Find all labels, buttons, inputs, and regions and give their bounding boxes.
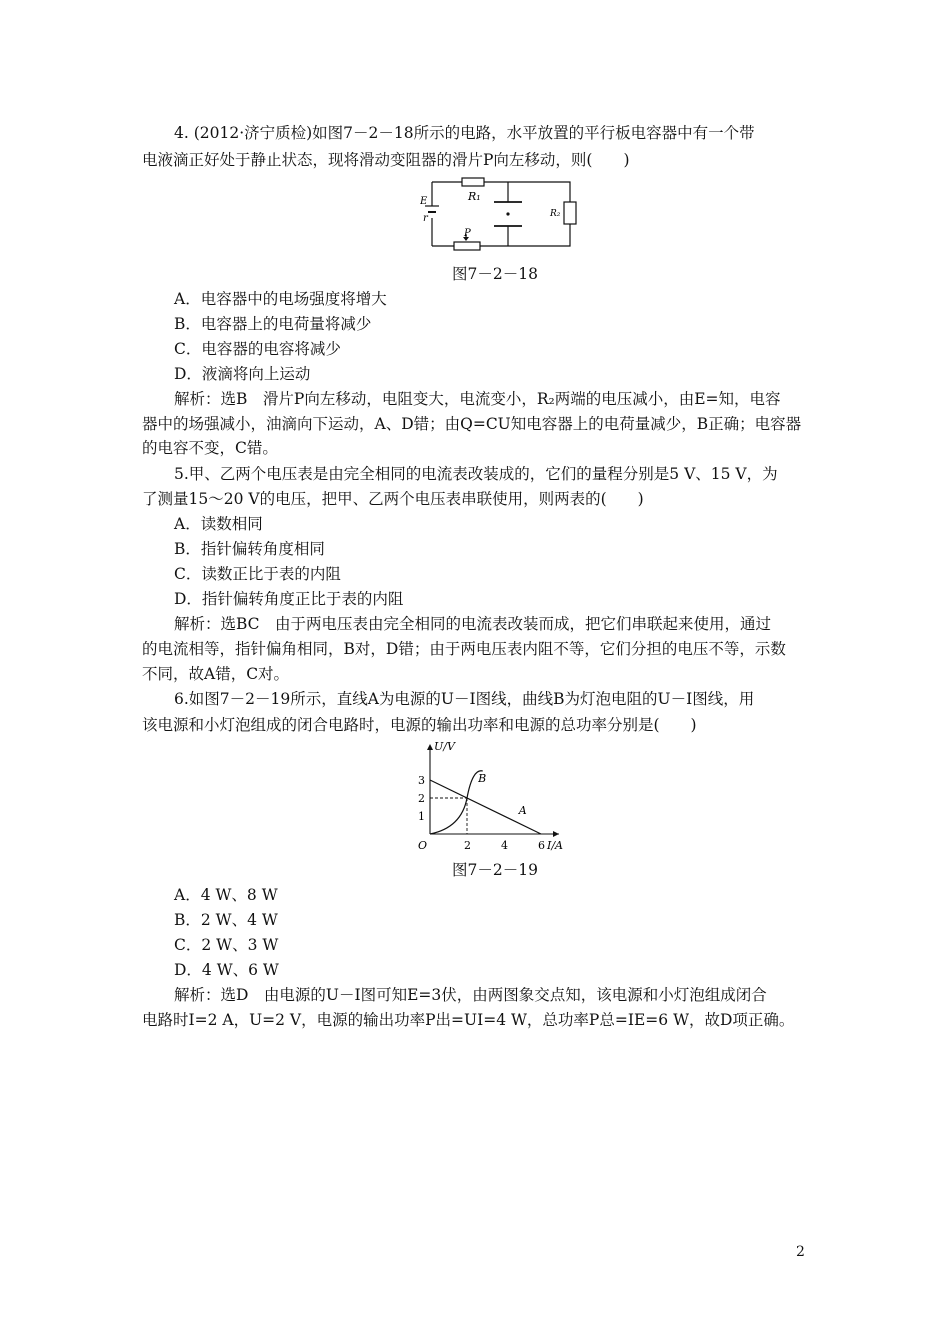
q6-option-d: D．4 W、6 W bbox=[174, 961, 279, 979]
q5-option-d: D．指针偏转角度正比于表的内阻 bbox=[174, 590, 404, 608]
q6-option-c: C．2 W、3 W bbox=[174, 936, 279, 954]
label-e: E bbox=[420, 196, 428, 207]
q4-option-d: D．液滴将向上运动 bbox=[174, 365, 311, 383]
label-r: r bbox=[423, 213, 428, 224]
q4-stem-line1: 4. (2012·济宁质检)如图7－2－18所示的电路，水平放置的平行板电容器中有一个带 bbox=[174, 124, 755, 142]
q5-option-a: A．读数相同 bbox=[174, 515, 263, 533]
q4-option-c: C．电容器的电容将减少 bbox=[174, 340, 341, 358]
q6-option-a: A．4 W、8 W bbox=[174, 886, 278, 904]
q5-stem-line1: 5.甲、乙两个电压表是由完全相同的电流表改装成的，它们的量程分别是5 V、15 V，为 bbox=[174, 465, 778, 483]
q6-stem-line1: 6.如图7－2－19所示，直线A为电源的U－I图线，曲线B为灯泡电阻的U－I图线，用 bbox=[174, 690, 755, 708]
x-tick-label: 4 bbox=[501, 839, 508, 852]
oil-droplet bbox=[506, 212, 509, 215]
x-axis-arrow bbox=[553, 831, 559, 837]
series-b-label: B bbox=[478, 771, 487, 785]
q6-option-b: B．2 W、4 W bbox=[174, 911, 278, 929]
q5-stem-line2: 了测量15～20 V的电压，把甲、乙两个电压表串联使用，则两表的( ) bbox=[142, 490, 644, 508]
q5-option-c: C．读数正比于表的内阻 bbox=[174, 565, 341, 583]
q5-analysis-line1: 解析：选BC 由于两电压表由完全相同的电流表改装而成，把它们串联起来使用，通过 bbox=[174, 615, 772, 633]
q4-stem-line2: 电液滴正好处于静止状态，现将滑动变阻器的滑片P向左移动，则( ) bbox=[142, 151, 630, 169]
q5-analysis-line3: 不同，故A错，C对。 bbox=[142, 665, 290, 683]
q6-stem-line2: 该电源和小灯泡组成的闭合电路时，电源的输出功率和电源的总功率分别是( ) bbox=[142, 716, 697, 734]
x-tick-label: 6 bbox=[538, 839, 545, 852]
x-axis-label: I/A bbox=[547, 839, 563, 852]
y-tick-label: 1 bbox=[418, 810, 425, 823]
y-axis-label: U/V bbox=[434, 740, 455, 753]
series-a-label: A bbox=[518, 804, 527, 818]
q6-analysis-line2: 电路时I=2 A，U=2 V，电源的输出功率P出=UI=4 W，总功率P总=IE=6 W，故D项正确。 bbox=[142, 1011, 795, 1029]
q5-option-b: B．指针偏转角度相同 bbox=[174, 540, 325, 558]
label-p: P bbox=[464, 228, 471, 239]
label-r2: R₂ bbox=[550, 209, 561, 219]
x-tick-label: 2 bbox=[464, 839, 471, 852]
q4-analysis-line2: 器中的场强减小，油滴向下运动，A、D错；由Q=CU知电容器上的电荷量减少，B正确；电容器 bbox=[142, 415, 802, 433]
q4-analysis-line1: 解析：选B 滑片P向左移动，电阻变大，电流变小，R₂两端的电压减小，由E=知，电容 bbox=[174, 390, 781, 408]
q4-option-a: A．电容器中的电场强度将增大 bbox=[174, 290, 387, 308]
q4-analysis-line3: 的电容不变，C错。 bbox=[142, 439, 278, 457]
origin-label: O bbox=[418, 839, 428, 852]
q4-option-b: B．电容器上的电荷量将减少 bbox=[174, 315, 372, 333]
q6-analysis-line1: 解析：选D 由电源的U－I图可知E=3伏，由两图象交点知，该电源和小灯泡组成闭合 bbox=[174, 986, 767, 1004]
ui-graph-figure-7-2-19 bbox=[400, 736, 580, 854]
figure-caption-7-2-19: 图7－2－19 bbox=[452, 861, 538, 879]
label-r1: R₁ bbox=[468, 190, 481, 203]
y-axis-arrow bbox=[427, 744, 433, 750]
y-tick-label: 2 bbox=[418, 792, 425, 805]
figure-caption-7-2-18: 图7－2－18 bbox=[452, 265, 538, 283]
y-tick-label: 3 bbox=[418, 774, 425, 787]
q5-analysis-line2: 的电流相等，指针偏角相同，B对，D错；由于两电压表内阻不等，它们分担的电压不等，示数 bbox=[142, 640, 786, 658]
page-number: 2 bbox=[796, 1244, 805, 1260]
circuit-figure-7-2-18 bbox=[420, 176, 580, 252]
